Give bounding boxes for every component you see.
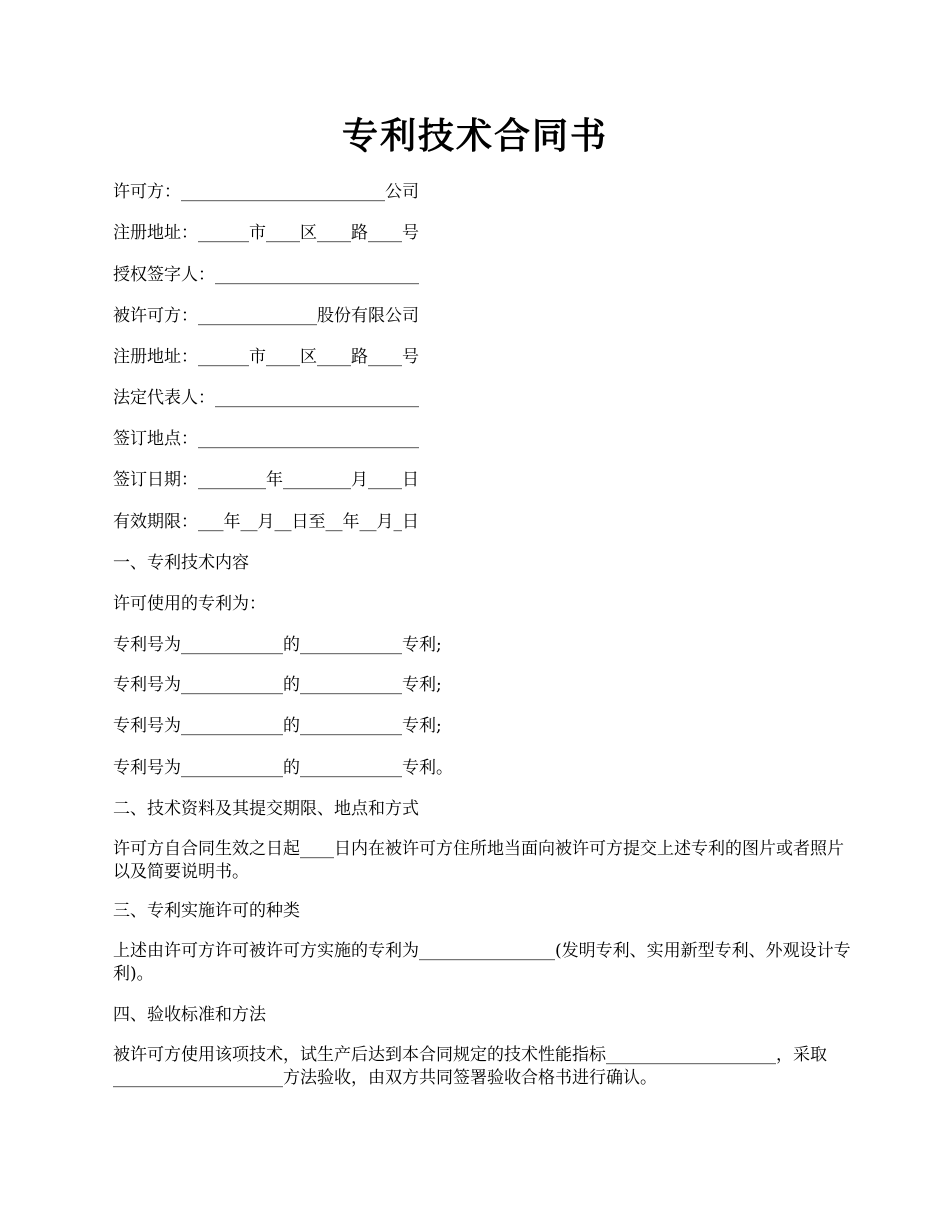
licensee-field: 被许可方：______________股份有限公司 [113,306,419,326]
section-4-heading: 四、验收标准和方法 [113,1005,266,1025]
signing-place-field: 签订地点：__________________________ [113,429,419,449]
licensee-address-field: 注册地址：______市____区____路____号 [113,347,419,367]
patent-line: 专利号为____________的____________专利。 [113,758,453,778]
section-1-heading: 一、专利技术内容 [113,553,249,573]
signing-date-field: 签订日期：________年________月____日 [113,470,419,490]
licensor-field: 许可方：________________________公司 [113,182,419,202]
patent-line: 专利号为____________的____________专利; [113,675,442,695]
authorized-signatory-field: 授权签字人：________________________ [113,265,419,285]
section-2-body: 许可方自合同生效之日起____日内在被许可方住所地当面向被许可方提交上述专利的图片或者照片以及简要说明书。 [113,839,844,882]
validity-period-field: 有效期限：___年__月__日至__年__月_日 [113,512,419,532]
section-4-body: 被许可方使用该项技术，试生产后达到本合同规定的技术性能指标____________________，采取____________________方法验收，由双方共同签署验收合格书进行确认。 [113,1045,827,1088]
patent-line: 专利号为____________的____________专利; [113,635,442,655]
section-2-heading: 二、技术资料及其提交期限、地点和方式 [113,799,419,819]
section-3-body: 上述由许可方许可被许可方实施的专利为________________(发明专利、实用新型专利、外观设计专利)。 [113,941,851,984]
section-1-intro: 许可使用的专利为： [113,594,266,614]
legal-representative-field: 法定代表人：________________________ [113,388,419,408]
document-title: 专利技术合同书 [341,115,608,157]
patent-line: 专利号为____________的____________专利; [113,716,442,736]
licensor-address-field: 注册地址：______市____区____路____号 [113,223,419,243]
section-3-heading: 三、专利实施许可的种类 [113,901,300,921]
